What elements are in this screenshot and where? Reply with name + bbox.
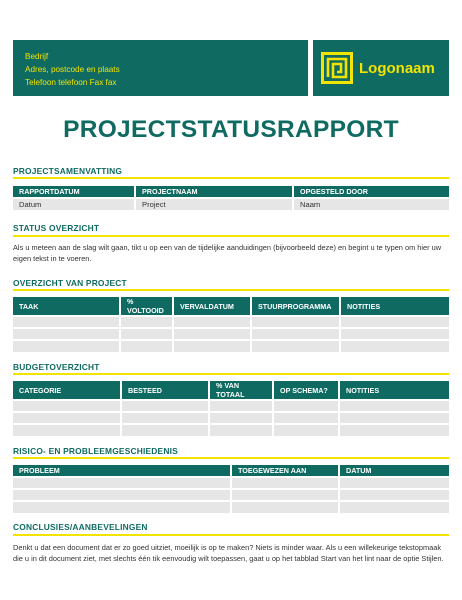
table-cell[interactable]: [13, 501, 231, 513]
column-header[interactable]: OPGESTELD DOOR: [293, 186, 449, 198]
conclusions-text[interactable]: Denkt u dat een document dat er zo goed uitziet, moeilijk is op te maken? Niets is minder waar. Als u een willekeurige tekstopmaak die u in dit document ziet, met slechts één tik eenvoudig wilt toepassen, gaat u op het tabblad Start van het lint naar de optie Stijlen.: [13, 543, 444, 563]
table-cell[interactable]: [339, 501, 449, 513]
column-header[interactable]: PROJECTNAAM: [135, 186, 293, 198]
table-cell[interactable]: [251, 316, 340, 328]
table-cell[interactable]: [120, 328, 173, 340]
table-cell[interactable]: [231, 501, 339, 513]
table-cell[interactable]: [13, 340, 120, 352]
company-name[interactable]: Bedrijf: [25, 52, 49, 61]
table-cell[interactable]: [251, 328, 340, 340]
table-cell[interactable]: [340, 328, 449, 340]
table-cell[interactable]: [209, 424, 273, 436]
company-address[interactable]: Adres, postcode en plaats: [25, 65, 120, 74]
maze-logo-icon: [321, 52, 353, 84]
table-row: [13, 489, 449, 501]
column-header[interactable]: OP SCHEMA?: [273, 381, 339, 400]
column-header[interactable]: VERVALDATUM: [173, 297, 251, 316]
budget-table: [13, 381, 449, 436]
section-divider: [13, 289, 449, 291]
table-row: [13, 477, 449, 489]
project-overview-table: [13, 297, 449, 352]
column-header[interactable]: NOTITIES: [339, 381, 449, 400]
table-cell[interactable]: [251, 340, 340, 352]
column-header[interactable]: BESTEED: [121, 381, 209, 400]
section-title-conclusions[interactable]: CONCLUSIES/AANBEVELINGEN: [13, 522, 148, 532]
column-header[interactable]: TAAK: [13, 297, 120, 316]
table-row: [13, 198, 449, 210]
summary-table: [13, 186, 449, 210]
column-header[interactable]: PROBLEEM: [13, 465, 231, 477]
table-cell[interactable]: [209, 400, 273, 412]
table-cell[interactable]: [273, 412, 339, 424]
table-cell[interactable]: [273, 424, 339, 436]
column-header[interactable]: CATEGORIE: [13, 381, 121, 400]
column-header[interactable]: % VAN TOTAAL: [209, 381, 273, 400]
table-cell[interactable]: [13, 400, 121, 412]
table-cell[interactable]: [339, 489, 449, 501]
table-cell[interactable]: [13, 477, 231, 489]
table-row: [13, 328, 449, 340]
table-row: [13, 412, 449, 424]
column-header[interactable]: RAPPORTDATUM: [13, 186, 135, 198]
logo[interactable]: [313, 40, 449, 96]
table-row: [13, 400, 449, 412]
table-cell[interactable]: [120, 340, 173, 352]
section-divider: [13, 534, 449, 536]
section-divider: [13, 235, 449, 237]
table-cell[interactable]: [121, 400, 209, 412]
table-cell[interactable]: [340, 340, 449, 352]
section-title-risk[interactable]: RISICO- EN PROBLEEMGESCHIEDENIS: [13, 446, 178, 456]
table-cell[interactable]: [173, 316, 251, 328]
table-cell[interactable]: [209, 412, 273, 424]
company-info: [13, 40, 308, 96]
table-cell[interactable]: [339, 400, 449, 412]
column-header[interactable]: TOEGEWEZEN AAN: [231, 465, 339, 477]
status-text[interactable]: Als u meteen aan de slag wilt gaan, tikt u op een van de tijdelijke aanduidingen (bijvoorbeeld deze) en begint u te typen om hier uw eigen tekst in te voeren.: [13, 243, 442, 263]
header-banner: [13, 40, 449, 96]
table-cell[interactable]: [339, 477, 449, 489]
section-title-project-overview[interactable]: OVERZICHT VAN PROJECT: [13, 278, 127, 288]
table-cell[interactable]: [13, 328, 120, 340]
page-title[interactable]: PROJECTSTATUSRAPPORT: [63, 116, 399, 143]
table-cell[interactable]: Project: [135, 198, 293, 210]
table-row: [13, 424, 449, 436]
table-cell[interactable]: Naam: [293, 198, 449, 210]
table-cell[interactable]: [173, 340, 251, 352]
table-row: [13, 340, 449, 352]
section-divider: [13, 177, 449, 179]
table-cell[interactable]: [340, 316, 449, 328]
risk-table: [13, 465, 449, 513]
table-cell[interactable]: [273, 400, 339, 412]
table-cell[interactable]: [231, 477, 339, 489]
table-cell[interactable]: [13, 424, 121, 436]
table-cell[interactable]: [13, 316, 120, 328]
table-cell[interactable]: [13, 489, 231, 501]
section-title-budget[interactable]: BUDGETOVERZICHT: [13, 362, 100, 372]
column-header[interactable]: NOTITIES: [340, 297, 449, 316]
table-row: [13, 501, 449, 513]
column-header[interactable]: STUURPROGRAMMA: [251, 297, 340, 316]
table-cell[interactable]: [121, 424, 209, 436]
table-cell[interactable]: [339, 412, 449, 424]
table-cell[interactable]: [173, 328, 251, 340]
table-cell[interactable]: [13, 412, 121, 424]
section-divider: [13, 457, 449, 459]
column-header[interactable]: DATUM: [339, 465, 449, 477]
section-divider: [13, 373, 449, 375]
table-cell[interactable]: [120, 316, 173, 328]
section-title-summary[interactable]: PROJECTSAMENVATTING: [13, 166, 123, 176]
table-cell[interactable]: [121, 412, 209, 424]
section-title-status[interactable]: STATUS OVERZICHT: [13, 223, 100, 233]
table-row: [13, 316, 449, 328]
company-contact[interactable]: Telefoon telefoon Fax fax: [25, 78, 117, 87]
table-cell[interactable]: [339, 424, 449, 436]
table-cell[interactable]: [231, 489, 339, 501]
table-cell[interactable]: Datum: [13, 198, 135, 210]
logo-text: Logonaam: [359, 59, 435, 77]
column-header[interactable]: % VOLTOOID: [120, 297, 173, 316]
